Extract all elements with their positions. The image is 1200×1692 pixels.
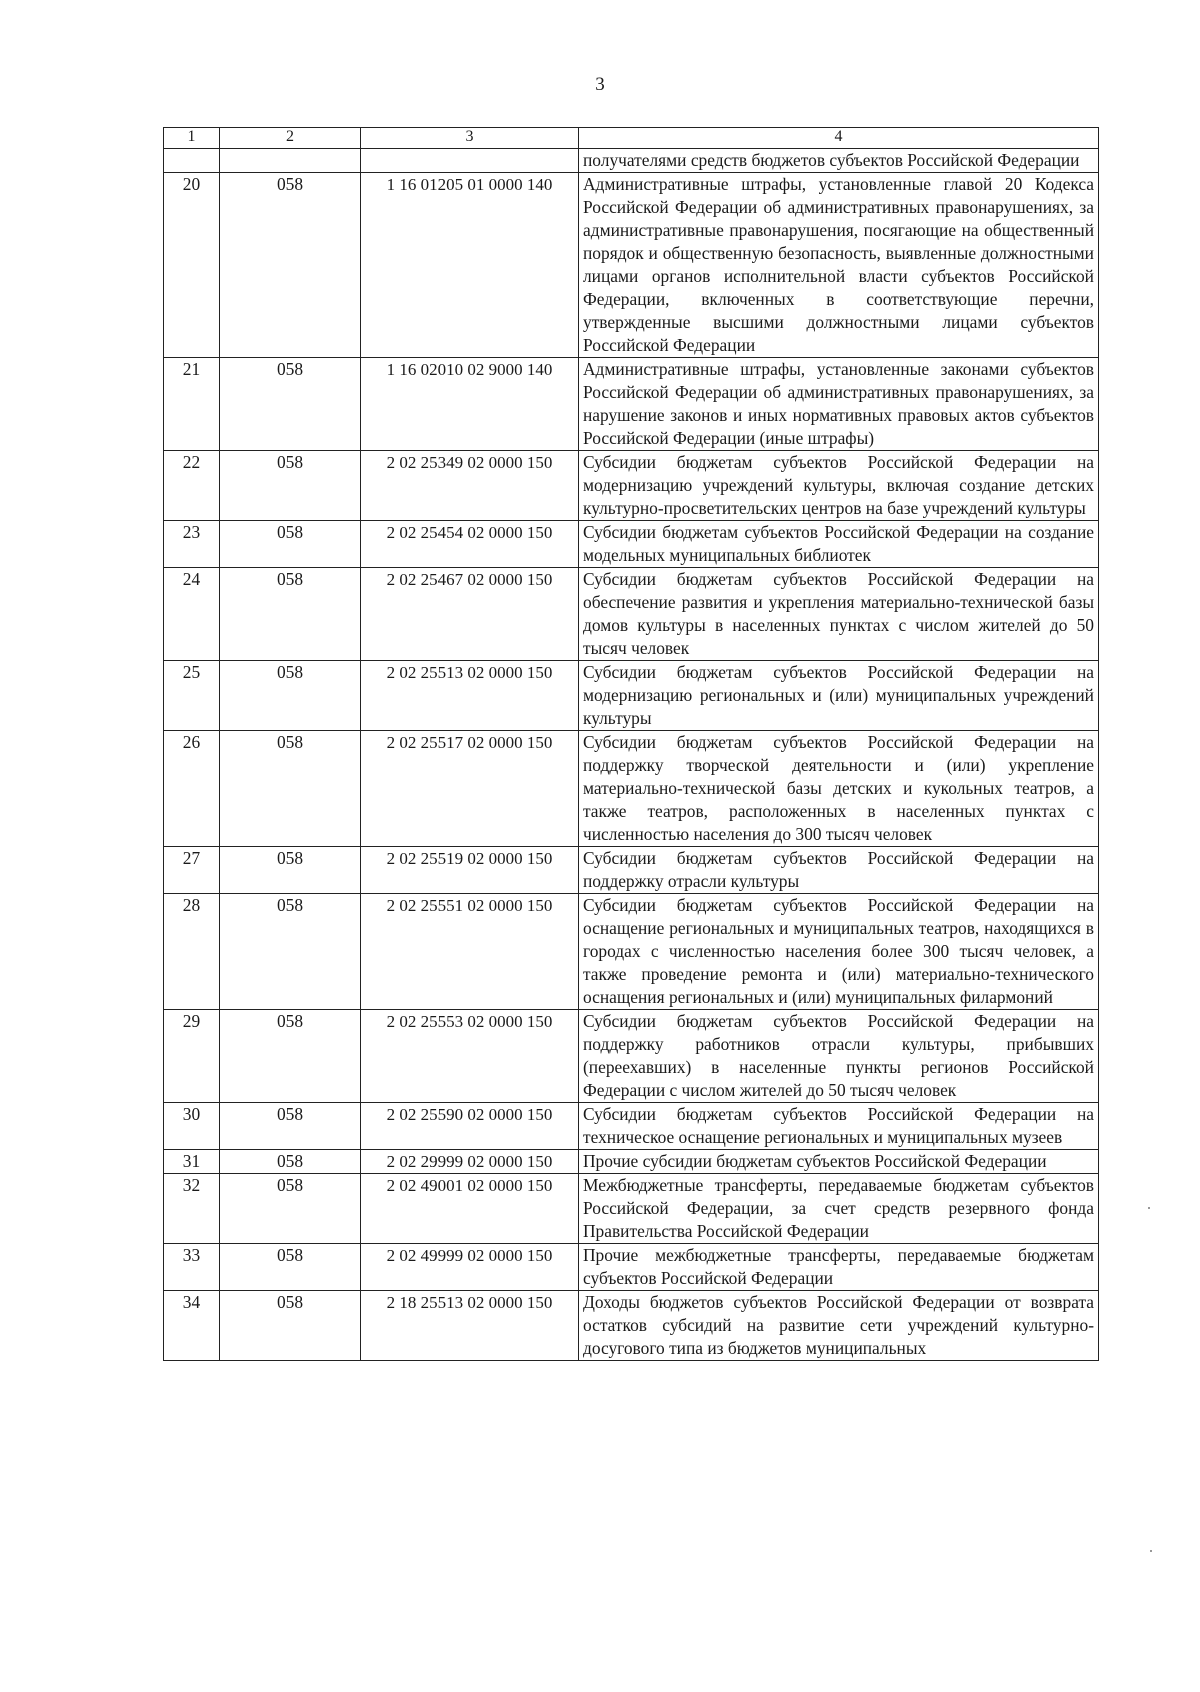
row-number: 32	[164, 1174, 220, 1244]
header-row	[164, 128, 1099, 149]
admin-code: 058	[220, 568, 361, 661]
admin-code: 058	[220, 521, 361, 568]
table-row	[164, 1150, 1099, 1174]
continuation-description: получателями средств бюджетов субъектов Российской Федерации	[579, 149, 1099, 173]
row-number: 21	[164, 358, 220, 451]
admin-code: 058	[220, 1244, 361, 1291]
continuation-cell-admin	[220, 149, 361, 173]
income-description: Субсидии бюджетам субъектов Российской Федерации на модернизацию учреждений культуры, включая создание детских культурно-просветительских центров на базе учреждений культуры	[579, 451, 1099, 521]
table-row	[164, 847, 1099, 894]
column-header-4: 4	[579, 128, 1099, 149]
budget-classification-code: 2 02 25517 02 0000 150	[361, 731, 579, 847]
budget-classification-code: 2 02 25553 02 0000 150	[361, 1010, 579, 1103]
admin-code: 058	[220, 1010, 361, 1103]
row-number: 24	[164, 568, 220, 661]
budget-classification-code: 2 18 25513 02 0000 150	[361, 1291, 579, 1361]
row-number: 30	[164, 1103, 220, 1150]
admin-code: 058	[220, 847, 361, 894]
row-number: 31	[164, 1150, 220, 1174]
continuation-cell-code	[361, 149, 579, 173]
budget-classification-code: 2 02 25519 02 0000 150	[361, 847, 579, 894]
income-description: Доходы бюджетов субъектов Российской Федерации от возврата остатков субсидий на развитие сети учреждений культурно-досугового типа из бюджетов муниципальных	[579, 1291, 1099, 1361]
table-row	[164, 731, 1099, 847]
column-header-2: 2	[220, 128, 361, 149]
column-header-3: 3	[361, 128, 579, 149]
row-number: 20	[164, 173, 220, 358]
row-number: 27	[164, 847, 220, 894]
income-description: Субсидии бюджетам субъектов Российской Федерации на модернизацию региональных и (или) муниципальных учреждений культуры	[579, 661, 1099, 731]
continuation-row	[164, 149, 1099, 173]
budget-classification-code: 1 16 01205 01 0000 140	[361, 173, 579, 358]
admin-code: 058	[220, 173, 361, 358]
table-row	[164, 894, 1099, 1010]
budget-classification-code: 2 02 25454 02 0000 150	[361, 521, 579, 568]
row-number: 23	[164, 521, 220, 568]
admin-code: 058	[220, 1291, 361, 1361]
budget-classification-code: 2 02 25551 02 0000 150	[361, 894, 579, 1010]
admin-code: 058	[220, 358, 361, 451]
row-number: 22	[164, 451, 220, 521]
budget-classification-code: 2 02 25590 02 0000 150	[361, 1103, 579, 1150]
scan-speck	[1148, 1207, 1150, 1209]
table-row	[164, 521, 1099, 568]
admin-code: 058	[220, 661, 361, 731]
income-description: Административные штрафы, установленные законами субъектов Российской Федерации об административных правонарушениях, за нарушение законов и иных нормативных правовых актов субъектов Российской Федерации (иные штрафы)	[579, 358, 1099, 451]
income-description: Административные штрафы, установленные главой 20 Кодекса Российской Федерации об административных правонарушениях, за административные правонарушения, посягающие на общественный порядок и общественную безопасность, выявленные должностными лицами органов исполнительной власти субъектов Российской Федерации, включенных в соответствующие перечни, утвержденные высшими должностными лицами субъектов Российской Федерации	[579, 173, 1099, 358]
budget-classification-code: 2 02 25513 02 0000 150	[361, 661, 579, 731]
table-row	[164, 1244, 1099, 1291]
income-description: Межбюджетные трансферты, передаваемые бюджетам субъектов Российской Федерации, за счет средств резервного фонда Правительства Российской Федерации	[579, 1174, 1099, 1244]
budget-classification-code: 2 02 25467 02 0000 150	[361, 568, 579, 661]
income-description: Субсидии бюджетам субъектов Российской Федерации на поддержку отрасли культуры	[579, 847, 1099, 894]
row-number: 28	[164, 894, 220, 1010]
row-number: 34	[164, 1291, 220, 1361]
table-row	[164, 1174, 1099, 1244]
admin-code: 058	[220, 894, 361, 1010]
table-body	[164, 149, 1099, 1361]
income-description: Субсидии бюджетам субъектов Российской Федерации на оснащение региональных и муниципальных театров, находящихся в городах с численностью населения более 300 тысяч человек, а также проведение ремонта и (или) материально-технического оснащения региональных и (или) муниципальных филармоний	[579, 894, 1099, 1010]
budget-classification-code: 2 02 49001 02 0000 150	[361, 1174, 579, 1244]
table-row	[164, 1103, 1099, 1150]
row-number: 25	[164, 661, 220, 731]
table-row	[164, 173, 1099, 358]
table-row	[164, 451, 1099, 521]
admin-code: 058	[220, 451, 361, 521]
budget-classification-code: 1 16 02010 02 9000 140	[361, 358, 579, 451]
income-description: Прочие межбюджетные трансферты, передаваемые бюджетам субъектов Российской Федерации	[579, 1244, 1099, 1291]
income-description: Субсидии бюджетам субъектов Российской Федерации на создание модельных муниципальных библиотек	[579, 521, 1099, 568]
income-description: Прочие субсидии бюджетам субъектов Российской Федерации	[579, 1150, 1099, 1174]
income-codes-table	[163, 127, 1099, 1361]
admin-code: 058	[220, 1150, 361, 1174]
table-row	[164, 1010, 1099, 1103]
table-row	[164, 1291, 1099, 1361]
budget-classification-code: 2 02 29999 02 0000 150	[361, 1150, 579, 1174]
row-number: 33	[164, 1244, 220, 1291]
income-description: Субсидии бюджетам субъектов Российской Федерации на техническое оснащение региональных и муниципальных музеев	[579, 1103, 1099, 1150]
row-number: 29	[164, 1010, 220, 1103]
column-header-1: 1	[164, 128, 220, 149]
admin-code: 058	[220, 1103, 361, 1150]
admin-code: 058	[220, 731, 361, 847]
income-description: Субсидии бюджетам субъектов Российской Федерации на обеспечение развития и укрепления материально-технической базы домов культуры в населенных пунктах с числом жителей до 50 тысяч человек	[579, 568, 1099, 661]
admin-code: 058	[220, 1174, 361, 1244]
table-header	[164, 128, 1099, 149]
table-row	[164, 568, 1099, 661]
budget-classification-code: 2 02 25349 02 0000 150	[361, 451, 579, 521]
income-description: Субсидии бюджетам субъектов Российской Федерации на поддержку работников отрасли культуры, прибывших (переехавших) в населенные пункты регионов Российской Федерации с числом жителей до 50 тысяч человек	[579, 1010, 1099, 1103]
income-description: Субсидии бюджетам субъектов Российской Федерации на поддержку творческой деятельности и (или) укрепление материально-технической базы детских и кукольных театров, а также театров, расположенных в населенных пунктах с численностью населения до 300 тысяч человек	[579, 731, 1099, 847]
table-row	[164, 358, 1099, 451]
table-row	[164, 661, 1099, 731]
page-number: 3	[595, 74, 605, 95]
row-number: 26	[164, 731, 220, 847]
scan-speck	[1150, 1550, 1152, 1552]
budget-classification-code: 2 02 49999 02 0000 150	[361, 1244, 579, 1291]
continuation-cell-num	[164, 149, 220, 173]
